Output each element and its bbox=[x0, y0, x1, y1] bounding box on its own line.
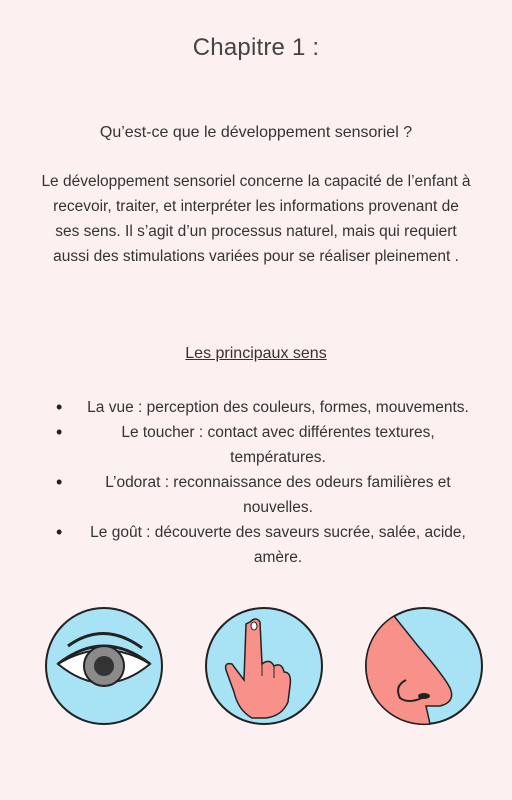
list-item-vue: • La vue : perception des couleurs, formes, mouvements. bbox=[48, 395, 478, 420]
chapter-title: Chapitre 1 : bbox=[192, 34, 320, 61]
list-item-gout: • Le goût : découverte des saveurs sucrée, salée, acide, amère. bbox=[48, 520, 478, 570]
list-item-toucher: • Le toucher : contact avec différentes textures, températures. bbox=[48, 420, 478, 470]
eye-icon bbox=[44, 606, 164, 726]
senses-list bbox=[48, 395, 478, 570]
section-question: Qu’est-ce que le développement sensoriel ? bbox=[99, 124, 413, 141]
pointing-finger-icon bbox=[204, 606, 324, 726]
intro-paragraph: Le développement sensoriel concerne la capacité de l’enfant à recevoir, traiter, et interpréter les informations provenant de ses sens. Il s’agit d’un processus naturel, mais qui requiert aussi des stimulations variées pour se réaliser pleinement . bbox=[41, 173, 471, 265]
senses-illustrations bbox=[0, 606, 512, 726]
senses-heading: Les principaux sens bbox=[185, 345, 327, 362]
nose-icon bbox=[364, 606, 484, 726]
list-item-odorat: • L’odorat : reconnaissance des odeurs familières et nouvelles. bbox=[48, 470, 478, 520]
